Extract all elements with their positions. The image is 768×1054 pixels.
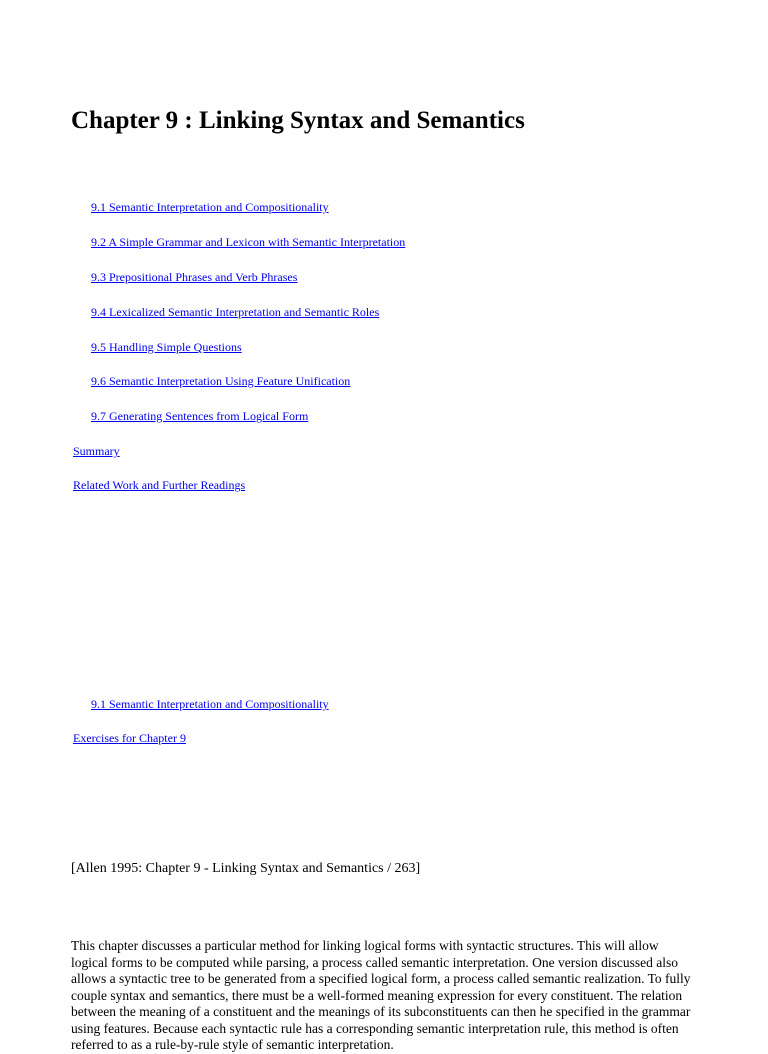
- page-citation: [Allen 1995: Chapter 9 - Linking Syntax and Semantics / 263]: [71, 861, 421, 876]
- toc-link-summary[interactable]: Summary: [73, 444, 120, 458]
- nav-link-exercises[interactable]: Exercises for Chapter 9: [73, 731, 186, 745]
- nav-link-section-9-1[interactable]: 9.1 Semantic Interpretation and Compositionality: [91, 697, 329, 711]
- toc-link-9-5[interactable]: 9.5 Handling Simple Questions: [91, 340, 242, 354]
- toc-link-9-2[interactable]: 9.2 A Simple Grammar and Lexicon with Semantic Interpretation: [91, 235, 406, 249]
- page-title: Chapter 9 : Linking Syntax and Semantics: [71, 107, 525, 134]
- toc-link-related-work[interactable]: Related Work and Further Readings: [73, 478, 246, 492]
- toc-link-9-3[interactable]: 9.3 Prepositional Phrases and Verb Phrases: [91, 270, 298, 284]
- toc-link-9-1[interactable]: 9.1 Semantic Interpretation and Compositionality: [91, 200, 329, 214]
- toc-link-9-6[interactable]: 9.6 Semantic Interpretation Using Feature Unification: [91, 374, 351, 388]
- toc-link-9-7[interactable]: 9.7 Generating Sentences from Logical Form: [91, 409, 309, 423]
- body-paragraph: This chapter discusses a particular method for linking logical forms with syntactic structures. This will allow logical forms to be computed while parsing, a process called semantic interpretation. One version discussed also allows a syntactic tree to be generated from a specified logical form, a process called semantic realization. To fully couple syntax and semantics, there must be a well-formed meaning expression for every constituent. The relation between the meaning of a constituent and the meanings of its subconstituents can then he specified in the grammar using features. Because each syntactic rule has a corresponding semantic interpretation rule, this method is often referred to as a rule-by-rule style of semantic interpretation.: [71, 938, 691, 1052]
- toc-link-9-4[interactable]: 9.4 Lexicalized Semantic Interpretation and Semantic Roles: [91, 305, 380, 319]
